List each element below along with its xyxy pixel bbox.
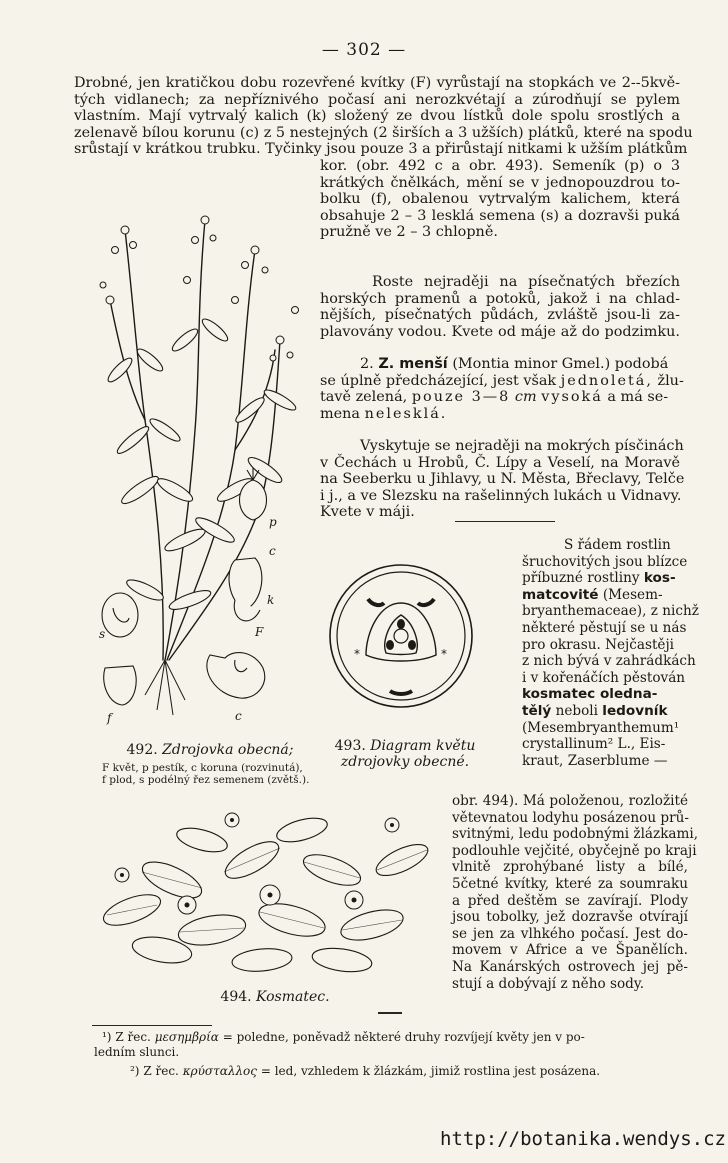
figure-title-line: Diagram květu [370,738,476,754]
text-emphasis: vysoká [541,389,603,406]
text-fragment: = led, vzhledem k žlázkám, jimiž rostlina jest posázena. [260,1064,601,1078]
text-line: crystallinum² L., Eis- [522,736,666,753]
text-fragment: tavě zelená, [320,389,408,406]
figure-492-legend [102,762,309,786]
kosmatec-drawing [92,800,447,980]
text-fragment: se úplně předcházející, jest však [320,372,557,389]
text-fragment: Z řec. [115,1030,151,1044]
text-emphasis: jednoletá, [560,372,653,389]
footnote-mark: ²) [130,1064,140,1078]
text-line: 5četné kvítky, které za soumraku [452,875,688,892]
distribution-paragraph [320,438,685,521]
text-line: horských pramenů a potoků, jakož i na chlad- [320,290,680,307]
section-divider [455,521,555,522]
text-line: obsahuje 2 – 3 lesklá semena (s) a dozravši puká [320,207,680,224]
text-line: srůstají v krátkou trubku. Tyčinky jsou pouze 3 a přirůstají nitkami k užším plátkům [74,141,688,158]
figure-title: Zdrojovka obecná; [162,742,294,758]
text-line: bryanthemaceae), z nichž [522,603,699,620]
page-number: — 302 — [321,40,407,60]
text-line: pro okrasu. Nejčastěji [522,636,675,653]
text-line: movem v Africe a ve Španělích. [452,942,688,959]
text-fragment: neboli [555,702,598,719]
figure-number: 494. [220,989,252,1005]
footnote-mark: ¹) [102,1030,112,1044]
species-latin: (Montia minor Gmel.) podobá [452,356,669,372]
greek-word: μεσημβρία [154,1030,219,1044]
figure-492-illustration [85,190,320,740]
label-p: p [269,515,277,529]
text-line: a před deštěm se zavírají. Plody [452,892,688,909]
footnote-divider [92,1025,212,1026]
intro-paragraph-continued [320,158,680,241]
text-line: obr. 494). Má položenou, rozložité [452,793,688,809]
figure-493-caption [330,738,480,770]
section-mark [378,1012,402,1014]
plant-drawing [85,190,320,740]
text-line [522,587,688,604]
text-line: Kvete v máji. [320,504,415,521]
text-fragment: (Mesem- [602,586,663,603]
figure-title-line: zdrojovky obecné. [340,754,470,770]
plant-name: kos- [643,570,676,587]
plant-name: tělý [522,702,552,719]
svg-text:*: * [354,647,360,661]
text-line: podlouhle vejčité, obyčejně po kraji [452,842,697,859]
text-line: Vyskytuje se nejraději na mokrých písčinách [360,438,684,454]
floral-diagram [328,563,474,709]
text-emphasis: pouze 3—8 [411,389,511,406]
legend-line: F květ, p pestík, c koruna (rozvinutá), [102,762,303,774]
text-line: Drobné, jen kratičkou dobu rozevřené kvítky (F) vyrůstají na stopkách ve 2--5kvě- [74,75,680,91]
greek-word: κρύσταλλος [182,1064,257,1078]
text-line: vlastním. Mají vytrvalý kalich (k) složený ze dvou lístků dole spolu srostlých a [74,108,680,125]
text-line [320,356,680,373]
species-2-paragraph [320,356,684,422]
plant-name: matcovité [522,586,599,603]
figure-492-caption [95,742,325,758]
footnote-1 [94,1030,692,1060]
text-line: bolku (f), obalenou vytrvalým kalichem, která [320,191,680,208]
text-fragment: příbuzné rostliny [522,570,640,587]
text-line: Roste nejraději na písečnatých březích [372,274,680,290]
figure-494-illustration [92,800,447,980]
text-line: šruchovitých jsou blízce [522,553,688,570]
text-line: zelenavě bílou korunu (c) z 5 nestejných (2 širších a 3 užších) plátků, které na spodu [74,124,693,141]
figure-number: 492. [126,742,158,758]
text-line: i v kořenáčích pěstován [522,669,686,686]
text-line: Na Kanárských ostrovech jej pě- [452,958,688,975]
figure-title: Kosmatec. [256,989,330,1005]
text-line [320,389,680,406]
text-line: stují a dobývají z něho sody. [452,975,645,992]
figure-494-caption [200,989,350,1005]
text-line: některé pěstují se u nás [522,619,687,636]
text-line: kraut, Zaserblume — [522,752,668,769]
text-unit: cm [514,389,537,406]
label-s: s [99,627,106,641]
footnote-2 [130,1064,690,1079]
text-fragment: = poledne, poněvadž některé druhy rozvíjejí květy jen v po- [222,1030,585,1044]
species-name: Z. menší [378,356,448,372]
plant-name: kosmatec olednа- [522,686,658,703]
text-line: (Mesembryanthemum¹ [522,719,680,736]
species-number: 2. [360,356,374,372]
text-line: se jen za vlhkého počasí. Jest do- [452,925,688,942]
label-c: c [269,544,276,558]
footnote-line: ledním slunci. [94,1045,180,1059]
plant-name: ledovník [602,702,668,719]
aizoaceae-paragraph-continued [452,793,699,992]
text-line: větevnatou lodyhu posázenou prů- [452,809,689,826]
intro-paragraph [74,75,693,158]
figure-493-diagram [328,563,474,709]
text-line [522,703,688,720]
text-line: S řádem rostlin [564,537,671,553]
label-c2: c [235,709,242,723]
text-emphasis: nelesklá. [364,405,448,422]
text-fragment: mena [320,405,361,422]
text-line: z nich bývá v zahrádkách [522,653,696,670]
label-k: k [267,593,275,607]
text-line: kor. (obr. 492 c a obr. 493). Semeník (p) o 3 [320,158,680,174]
svg-text:*: * [441,647,447,661]
text-line: tých vidlanech; za nepříznivého počasí ani nerozkvétají a zúrodňují se pylem [74,91,680,108]
habitat-paragraph [320,274,680,340]
text-fragment: žlu- [657,372,684,389]
text-fragment: a má se- [607,389,669,406]
text-line: vlnitě zprohýbané listy a bílé, [452,859,688,876]
text-line: v Čechách u Hrobů, Č. Lípy a Veselí, na Moravě [320,454,680,471]
text-line [320,372,684,390]
text-line: na Seeberku u Jihlavy, u N. Města, Břeclavy, Telče [320,471,685,488]
text-line: i j., a ve Slezsku na rašelinných lukách u Vidnavy. [320,487,682,504]
text-line [320,406,680,423]
text-line: plavovány vodou. Kvete od máje až do podzimku. [320,323,680,340]
text-line: jsou tobolky, jež dozravše otvírají [452,909,688,926]
legend-line: f plod, s podélný řez semenem (zvětš.). [102,774,310,786]
source-url[interactable]: http://botanika.wendys.cz [440,1128,726,1150]
figure-title [330,738,480,754]
aizoaceae-paragraph [522,537,699,769]
text-line: pružně ve 2 – 3 chlopně. [320,224,498,241]
footnote-line [102,1030,692,1045]
label-f: f [107,711,112,725]
figure-number: 493. [334,738,366,754]
text-line: nějších, písečnatých půdách, zvláště jsou-li za- [320,307,680,324]
text-fragment: Z řec. [143,1064,179,1078]
text-line: svitnými, ledu podobnými žlázkami, [452,826,699,843]
text-line: krátkých čnělkách, mění se v jednopouzdrou to- [320,174,680,191]
label-F: F [255,625,264,639]
text-line [522,570,688,587]
